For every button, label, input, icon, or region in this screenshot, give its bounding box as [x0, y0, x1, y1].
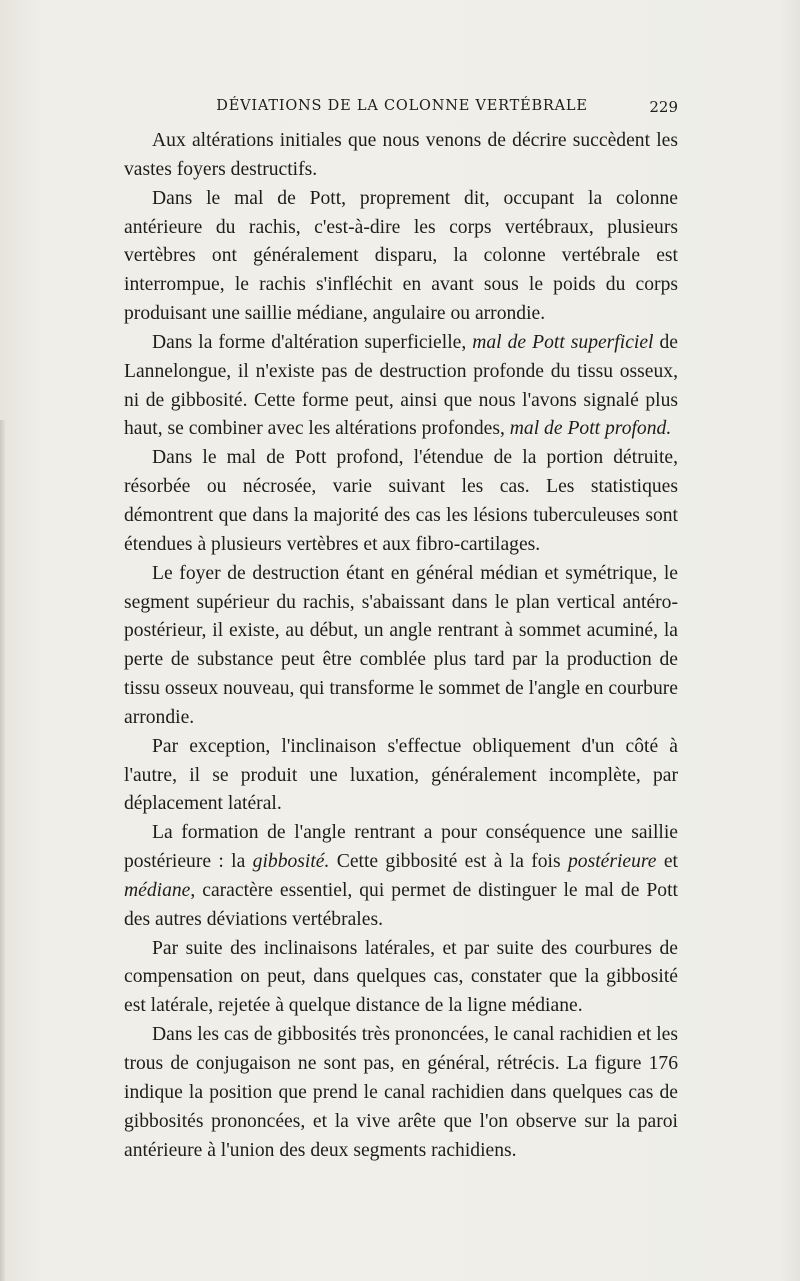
text-run: Par exception, l'inclinaison s'effectue obliquement d'un côté à l'autre, il se produit une luxation, généralement incomplète, par déplacement latéral. — [124, 735, 678, 815]
italic-text-run: médiane — [124, 879, 191, 901]
text-run: Dans le mal de Pott, proprement dit, occupant la colonne antérieure du rachis, c'est-à-dire les corps vertébraux, plusieurs vertèbres ont généralement disparu, la colonne vertébrale est interrompue, le rachis s'infléchit en avant sous le poids du corps produisant une saillie médiane, angulaire ou arrondie. — [124, 187, 678, 325]
text-run: Dans le mal de Pott profond, l'étendue de la portion détruite, résorbée ou nécrosée, varie suivant les cas. Les statistiques démontrent que dans la majorité des cas les lésions tuberculeuses sont étendues à plusieurs vertèbres et aux fibro-cartilages. — [124, 447, 678, 555]
paragraph — [124, 733, 678, 820]
paragraph — [124, 127, 678, 185]
text-run: La formation de l'angle rentrant a pour conséquence une saillie postérieure : la — [124, 822, 678, 873]
italic-text-run: mal de Pott superficiel — [472, 331, 654, 353]
text-run: Dans les cas de gibbosités très prononcées, le canal rachidien et les trous de conjugaison ne sont pas, en général, rétrécis. La figure 176 indique la position que prend le canal rachidien dans quelques cas de gibbosités prononcées, et la vive arête que l'on observe sur la paroi antérieure à l'union des deux segments rachidiens. — [124, 1024, 678, 1161]
paragraph — [124, 185, 678, 329]
paragraph — [124, 444, 678, 559]
text-run: Dans la forme d'altération superficielle, — [152, 331, 473, 353]
text-run: Le foyer de destruction étant en général médian et symétrique, le segment supérieur du rachis, s'abaissant dans le plan vertical antéro-postérieur, il existe, au début, un angle rentrant à sommet acuminé, la perte de substance peut être comblée plus tard par la production de tissu osseux nouveau, qui transforme le sommet de l'angle en courbure arrondie. — [124, 562, 678, 728]
page-number: 229 — [649, 98, 678, 116]
text-run: Par suite des inclinaisons latérales, et par suite des courbures de compensation on peut, dans quelques cas, constater que la gibbosité est latérale, rejetée à quelque distance de la ligne médiane. — [124, 937, 678, 1017]
text-run: et — [656, 851, 678, 873]
body-text — [124, 127, 678, 1165]
paragraph — [124, 560, 678, 733]
paragraph — [124, 329, 678, 444]
text-run: de Lannelongue, il n'existe pas de destruction profonde du tissu osseux, ni de gibbosité. Cette forme peut, ainsi que nous l'avons signalé plus haut, se combiner avec les altérations profondes, — [124, 331, 678, 440]
running-header: DÉVIATIONS DE LA COLONNE VERTÉBRALE — [216, 98, 588, 114]
italic-text-run: gibbosité. — [252, 851, 330, 873]
page-binding-shadow — [0, 420, 6, 1281]
paragraph — [124, 819, 678, 934]
paragraph — [124, 1021, 678, 1165]
paragraph — [124, 935, 678, 1022]
italic-text-run: mal de Pott profond. — [509, 418, 672, 440]
text-run: , caractère essentiel, qui permet de distinguer le mal de Pott des autres déviations vertébrales. — [124, 879, 678, 930]
italic-text-run: postérieure — [567, 851, 657, 873]
text-run: Cette gibbosité est à la fois — [329, 851, 568, 873]
text-run: Aux altérations initiales que nous venons de décrire succèdent les vastes foyers destructifs. — [124, 130, 678, 180]
